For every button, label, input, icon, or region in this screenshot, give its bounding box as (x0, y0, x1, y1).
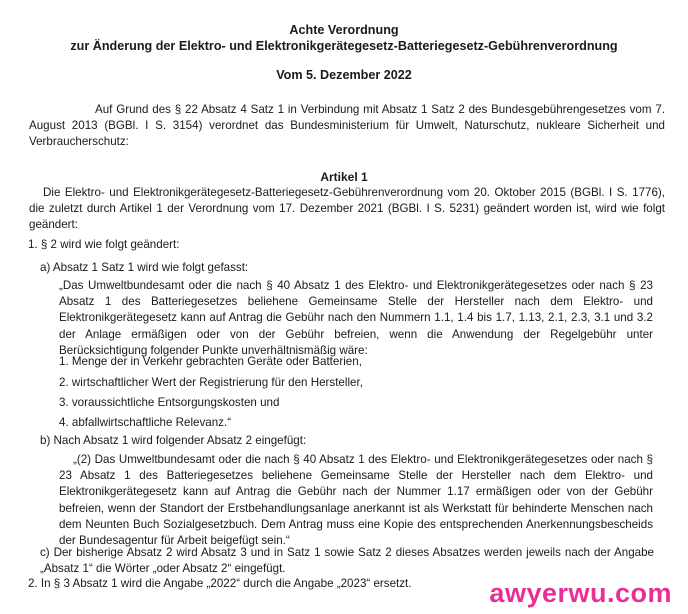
quote-absatz-1: „Das Umweltbundesamt oder die nach § 40 Absatz 1 des Elektro- und Elektronikgerätegesetzes oder nach § 23 Absatz 1 des Batteriegesetzes beliehene Gemeinsame Stelle der Hersteller nach dem Elektro- und Elektronikgerätegesetz kann auf Antrag die Gebühr nach den Nummern 1.1, 1.4 bis 1.7, 1.13, 2.1, 2.3, 3.1 und 3.2 der Anlage ermäßigen oder von der Gebühr befreien, wenn die Anwendung der Regelgebühr unter Berücksichtigung folgender Punkte unverhältnismäßig wäre: (59, 279, 653, 357)
item-2: 2. In § 3 Absatz 1 wird die Angabe „2022“ durch die Angabe „2023“ ersetzt. (28, 577, 412, 590)
item-1b: b) Nach Absatz 1 wird folgender Absatz 2 eingefügt: (40, 434, 307, 447)
numbered-item-3: 3. voraussichtliche Entsorgungskosten und (59, 396, 280, 409)
item-1c: c) Der bisherige Absatz 2 wird Absatz 3 und in Satz 1 sowie Satz 2 dieses Absatzes werden jeweils nach der Angabe „Absatz 1“ die Wörter „oder Absatz 2“ eingefügt. (40, 546, 654, 576)
watermark-logo (444, 578, 674, 608)
intro-paragraph: Auf Grund des § 22 Absatz 4 Satz 1 in Verbindung mit Absatz 1 Satz 2 des Bundesgebührengesetzes vom 7. August 2013 (BGBl. I S. 3154) verordnet das Bundesministerium für Umwelt, Naturschutz, nukleare Sicherheit und Verbraucherschutz: (29, 103, 665, 149)
numbered-item-1: 1. Menge der in Verkehr gebrachten Geräte oder Batterien, (59, 355, 362, 368)
item-1a: a) Absatz 1 Satz 1 wird wie folgt gefasst: (40, 261, 249, 274)
numbered-item-4: 4. abfallwirtschaftliche Relevanz.“ (59, 416, 232, 429)
document-date: Vom 5. Dezember 2022 (276, 68, 412, 82)
article-intro-paragraph: Die Elektro- und Elektronikgerätegesetz-Batteriegesetz-Gebührenverordnung vom 20. Oktober 2015 (BGBl. I S. 1776), die zuletzt durch Artikel 1 der Verordnung vom 17. Dezember 2021 (BGBl. I S. 5231) geändert worden ist, wird wie folgt geändert: (29, 186, 665, 232)
document-title-line1: Achte Verordnung (289, 23, 399, 37)
item-1: 1. § 2 wird wie folgt geändert: (28, 238, 180, 251)
article-heading: Artikel 1 (320, 170, 368, 184)
document-title-line2: zur Änderung der Elektro- und Elektronikgerätegesetz-Batteriegesetz-Gebührenverordnung (70, 39, 618, 53)
numbered-item-2: 2. wirtschaftlicher Wert der Registrierung für den Hersteller, (59, 376, 363, 389)
watermark-text: awyerwu.com (489, 578, 672, 608)
quote-absatz-2: „(2) Das Umweltbundesamt oder die nach § 40 Absatz 1 des Elektro- und Elektronikgerätegesetzes oder nach § 23 Absatz 1 des Batteriegesetzes beliehene Gemeinsame Stelle der Hersteller nach dem Elektro- und Elektronikgerätegesetz kann auf Antrag die Gebühr nach der Nummer 1.17 ermäßigen oder von der Gebühr befreien, wenn der Standort der Erstbehandlungsanlage anerkannt ist als Werkstatt für behinderte Menschen nach dem Neunten Buch Sozialgesetzbuch. Dem Antrag muss eine Kopie des entsprechenden Anerkennungsbescheids der Bundesagentur für Arbeit beigefügt sein.“ (59, 453, 653, 548)
